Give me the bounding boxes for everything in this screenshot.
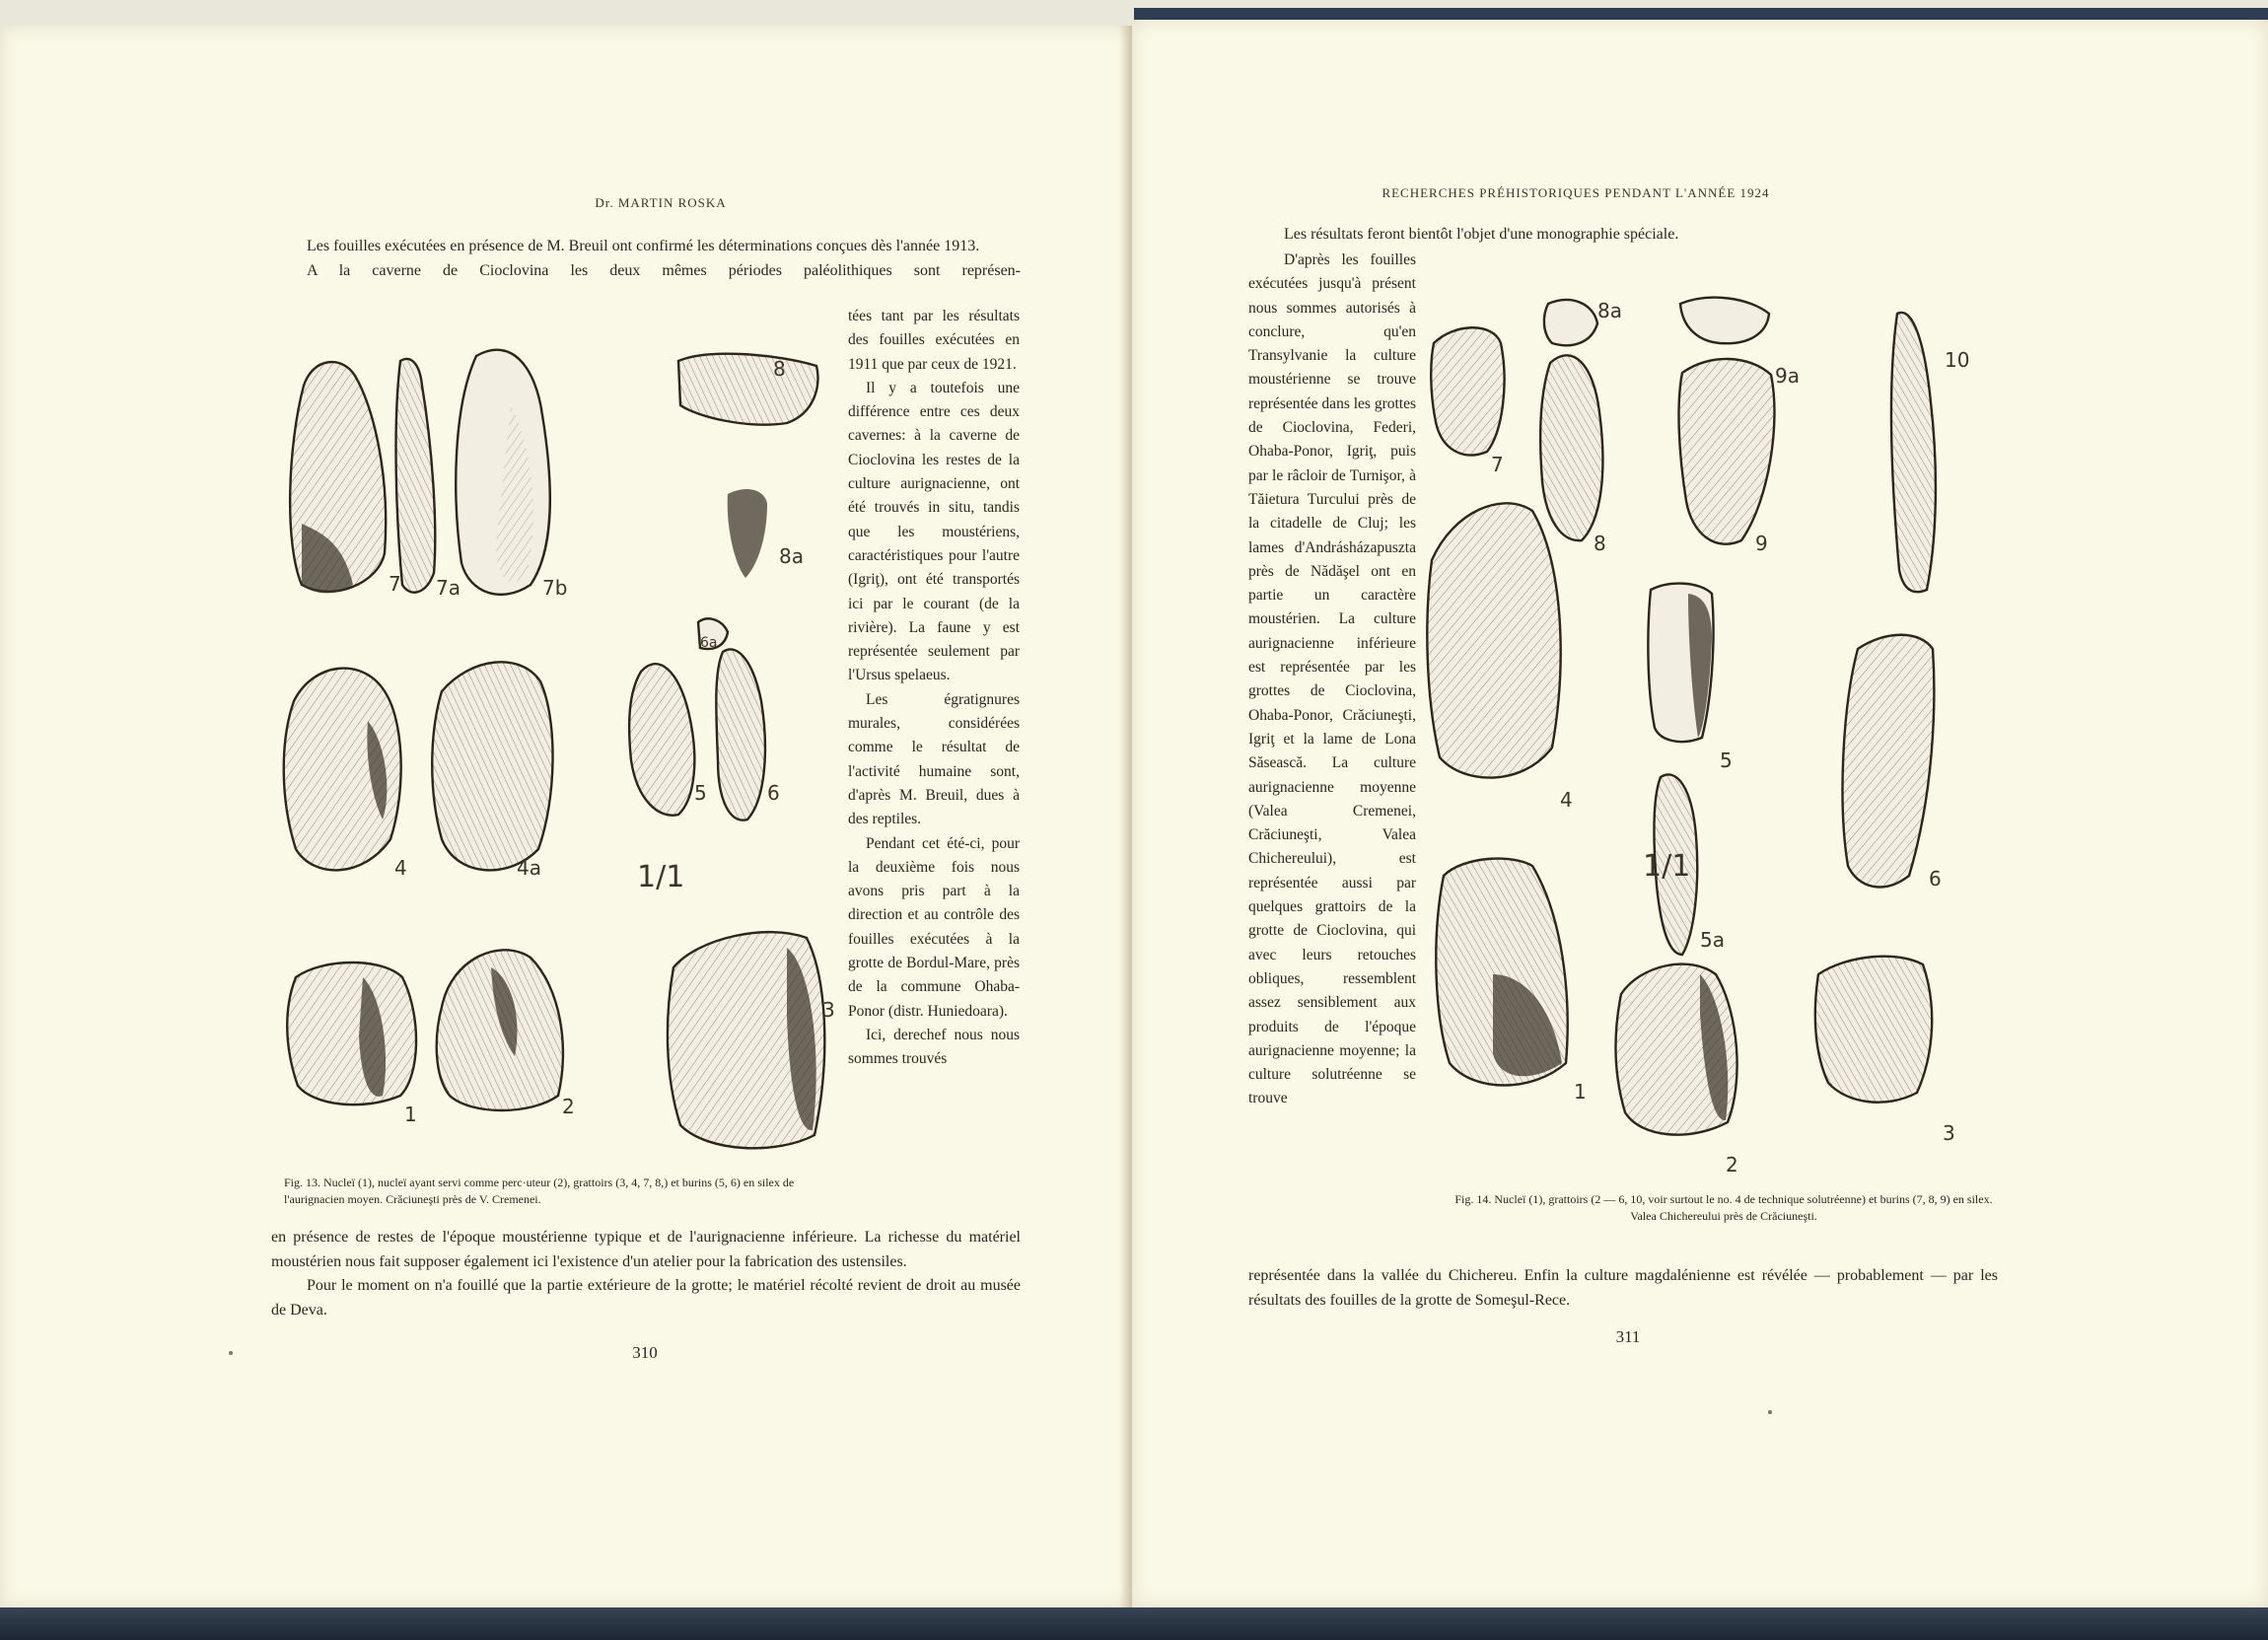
flint-7a [396, 359, 436, 593]
left-p5: Pendant cet été-ci, pour la deuxième fois nous avons pris part à la direction et au contrôle des fouilles exécutées à la grotte de Bordul-Mare, près de la commune Ohaba-Ponor (distr. Huniedoara). [848, 834, 1020, 1020]
label-4: 4 [1560, 788, 1573, 812]
label-6: 6 [1929, 867, 1942, 891]
flint-5 [1648, 584, 1713, 742]
label-7a: 7a [436, 576, 461, 600]
flint-8 [678, 354, 817, 425]
flint-1 [287, 963, 416, 1105]
figure-14-caption: Fig. 14. Nucleï (1), grattoirs (2 — 6, 10, voir surtout le no. 4 de technique solutréenne) et burins (7, 8, 9) en silex. Valea Chichereului près de Crăciuneşti. [1454, 1192, 1993, 1223]
flint-8a [1544, 300, 1597, 345]
flint-7b [456, 350, 549, 595]
flint-4a [432, 662, 552, 870]
scale-label: 1/1 [637, 860, 685, 894]
left-p6-start: Ici, derechef nous nous sommes trouvés [848, 1026, 1020, 1068]
label-5a: 5a [1700, 928, 1725, 952]
flint-2 [1615, 964, 1736, 1135]
flint-8 [1540, 355, 1602, 540]
flint-4 [1427, 503, 1560, 777]
label-4: 4 [394, 856, 407, 880]
label-3: 3 [1943, 1121, 1955, 1145]
label-8a: 8a [1597, 299, 1622, 322]
label-5: 5 [694, 781, 707, 805]
flint-3 [1815, 957, 1932, 1103]
label-4a: 4a [517, 856, 541, 880]
left-p1: Les fouilles exécutées en présence de M. Breuil ont confirmé les déterminations conçues dès l'année 1913. [307, 238, 980, 254]
label-8: 8 [773, 357, 786, 381]
page-number-left: 310 [632, 1343, 658, 1362]
running-head-right: RECHERCHES PRÉHISTORIQUES PENDANT L'ANNÉE 1924 [1382, 185, 1770, 200]
book-cover-edge-bottom [0, 1605, 2268, 1640]
label-8a: 8a [779, 544, 804, 568]
right-paragraph-1 [1248, 223, 1879, 248]
right-p2-end: représentée dans la vallée du Chichereu. Enfin la culture magdalénienne est révélée — probablement — par les résultats des fouilles de la grotte de Someşul-Rece. [1248, 1267, 1998, 1309]
flint-6 [716, 649, 765, 820]
label-6a: 6a [700, 635, 718, 651]
left-p3: Il y a toutefois une différence entre ces deux cavernes: à la caverne de Cioclovina les restes de la culture aurignacienne, ont été trouvés in situ, tandis que les moustériens, caractéristiques pour l'autre (Igriţ), ont été transportés ici par le courant (de la rivière). La faune y est représentée seulement par l'Ursus spelaeus. [848, 379, 1020, 684]
paper-speck [229, 1351, 233, 1355]
flint-5 [629, 664, 694, 816]
left-p7: Pour le moment on n'a fouillé que la partie extérieure de la grotte; le matériel récolté revient de droit au musée de Deva. [271, 1277, 1021, 1319]
label-1: 1 [404, 1103, 417, 1126]
figure-13-flint-drawings [274, 326, 838, 1167]
label-2: 2 [1726, 1153, 1738, 1177]
left-p2-cont: tées tant par les résultats des fouilles exécutées en 1911 que par ceux de 1921. [848, 308, 1020, 373]
flint-4 [284, 669, 401, 871]
flint-2 [437, 950, 563, 1110]
label-10: 10 [1945, 348, 1970, 372]
left-p6-full: en présence de restes de l'époque moustérienne typique et de l'aurignacienne inférieure. La richesse du matériel moustérien nous fait supposer également ici l'existence d'un atelier pour la fabrication des ustensiles. [271, 1229, 1021, 1270]
right-paragraph-bottom [1248, 1264, 1998, 1313]
left-page [0, 26, 1134, 1607]
flint-3 [668, 932, 824, 1148]
right-p1: Les résultats feront bientôt l'objet d'une monographie spéciale. [1284, 226, 1679, 243]
label-3: 3 [822, 998, 835, 1022]
flint-7 [1431, 327, 1504, 455]
label-2: 2 [562, 1095, 575, 1118]
left-p2-intro: A la caverne de Cioclovina les deux mêmes périodes paléolithiques sont représen- [307, 261, 1021, 279]
right-p2: D'après les fouilles exécutées jusqu'à présent nous sommes autorisés à conclure, qu'en Transylvanie la culture moustérienne se trouve représentée dans les grottes de Cioclovina, Federi, Ohaba-Ponor, Igriţ, puis par le râcloir de Turnişor, à Tăietura Turcului près de la citadelle de Cluj; les lames d'Andrásházapuszta près de Nădăşel ont en partie un caractère moustérien. La culture aurignacienne inférieure est représentée par les grottes de Cioclovina, Ohaba-Ponor, Crăciuneşti, Igriţ et la lame de Lona Săsească. La culture aurignacienne moyenne (Valea Cremenei, Crăciuneşti, Valea Chichereului), est représentée aussi par quelques grattoirs de la grotte de Cioclovina, qui avec leurs retouches obliques, ressemblent assez sensiblement aux produits de l'époque aurignacienne moyenne; la culture solutréenne se trouve [1248, 251, 1417, 1107]
flint-10 [1891, 313, 1936, 592]
label-7: 7 [1491, 453, 1504, 476]
label-9a: 9a [1775, 364, 1800, 388]
label-6: 6 [767, 781, 780, 805]
flint-6 [1843, 635, 1935, 888]
label-5: 5 [1720, 749, 1733, 772]
left-column-text [848, 305, 1020, 1072]
flint-1 [1436, 859, 1567, 1086]
left-p4: Les égratignures murales, considérées comme le résultat de l'activité humaine sont, d'après M. Breuil, dues à des reptiles. [848, 690, 1020, 828]
label-8: 8 [1594, 532, 1606, 555]
label-1: 1 [1574, 1080, 1587, 1104]
scale-label: 1/1 [1643, 849, 1691, 884]
label-7: 7 [389, 572, 401, 596]
label-7b: 7b [542, 576, 568, 600]
flint-7 [290, 362, 386, 593]
label-9: 9 [1755, 532, 1768, 555]
left-paragraph-bottom [271, 1226, 1021, 1322]
page-number-right: 311 [1615, 1327, 1641, 1346]
left-paragraph-1 [271, 235, 1021, 283]
figure-13-caption: Fig. 13. Nucleï (1), nucleï ayant servi comme perc·uteur (2), grattoirs (3, 4, 7, 8,) et burins (5, 6) en silex de l'aurignacien moyen. Crăciuneşti près de V. Cremenei. [284, 1176, 795, 1206]
figure-14-flint-drawings [1424, 284, 1996, 1191]
flint-9a [1680, 298, 1769, 344]
paper-speck [1768, 1410, 1772, 1414]
running-head-left: Dr. MARTIN ROSKA [595, 195, 727, 210]
flint-9 [1679, 359, 1775, 544]
flint-8a [728, 489, 767, 578]
right-page [1132, 20, 2268, 1607]
right-column-text [1248, 249, 1416, 1111]
